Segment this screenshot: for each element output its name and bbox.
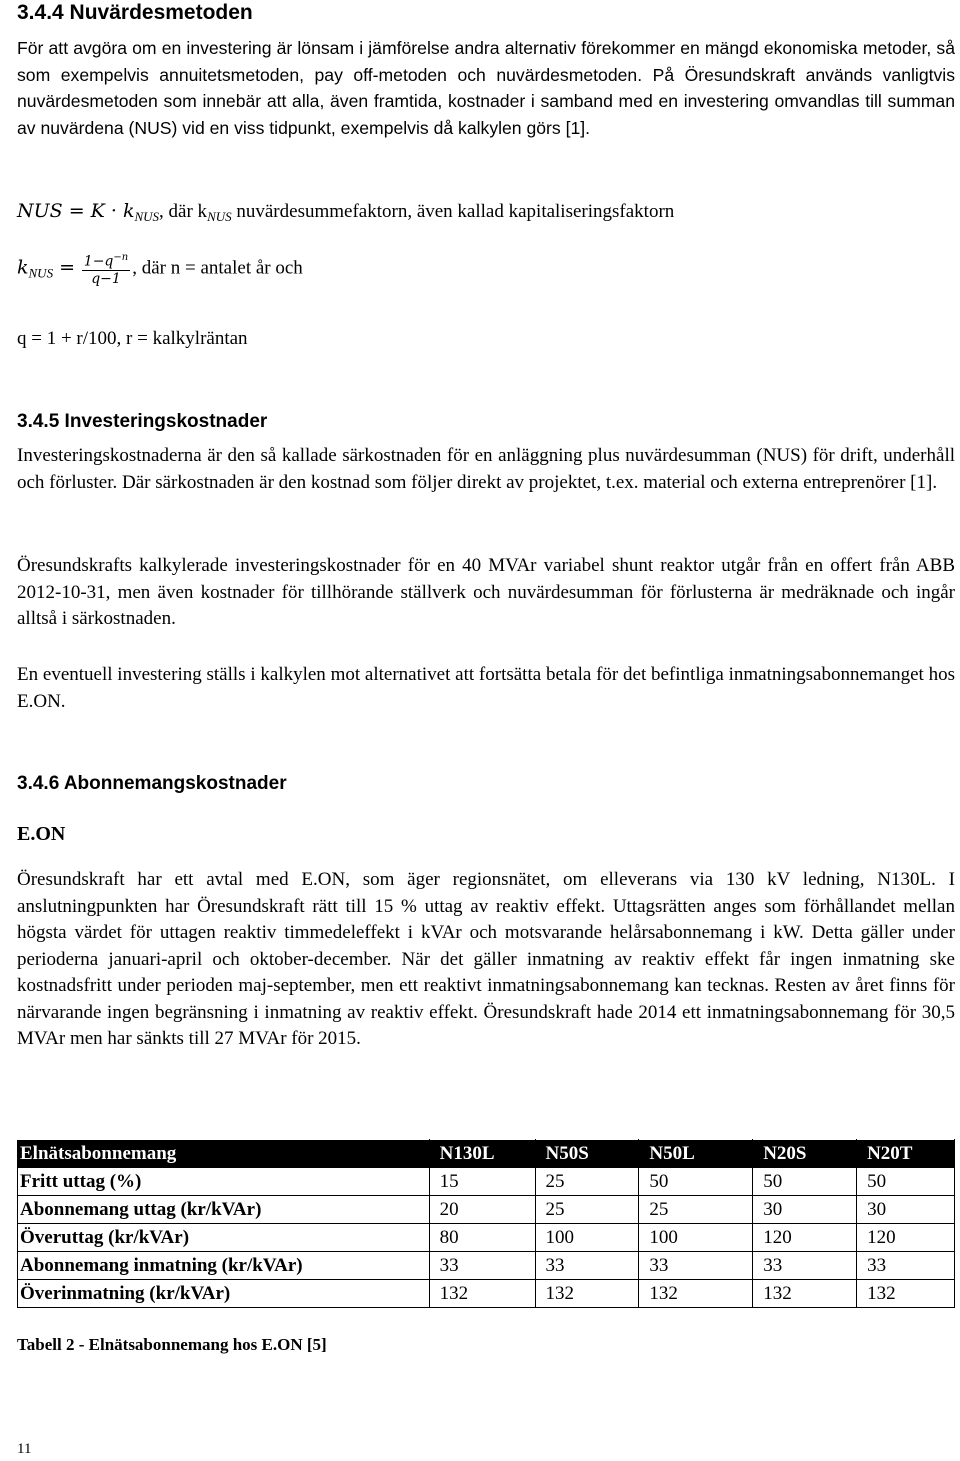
table-cell: 25	[639, 1196, 753, 1224]
table-cell: 100	[535, 1224, 639, 1252]
equation-knus-subscript: NUS	[28, 265, 54, 281]
table-header-cell: N20S	[753, 1140, 857, 1168]
paragraph-investeringskostnader-1: Investeringskostnaderna är den så kallade särkostnaden för en anläggning plus nuvärdesumman (NUS) för drift, underhåll och förluster. Där särkostnaden är den kostnad som följer direkt av projektet, t.ex. material och externa entreprenörer [1].	[17, 445, 955, 493]
equation-knus-description: , där n = antalet år och	[132, 257, 303, 279]
table-cell: 25	[535, 1168, 639, 1196]
table-cell: 132	[857, 1280, 955, 1308]
page-number: 11	[17, 1441, 32, 1457]
table-cell: 33	[535, 1252, 639, 1280]
table-cell: 132	[753, 1280, 857, 1308]
table-cell: 50	[753, 1168, 857, 1196]
equation-knus	[17, 252, 303, 287]
table-cell: 132	[429, 1280, 535, 1308]
equation-knus-lhs: k	[17, 256, 29, 279]
section-heading-3-4-4: 3.4.4 Nuvärdesmetoden	[17, 1, 253, 24]
table-header-cell: N20T	[857, 1140, 955, 1168]
section-heading-3-4-6: 3.4.6 Abonnemangskostnader	[17, 773, 287, 794]
subscription-table	[17, 1139, 955, 1308]
paragraph-nuvardesmetoden: För att avgöra om en investering är lönsam i jämförelse andra alternativ förekommer en mängd ekonomiska metoder, så som exempelvis annuitetsmetoden, pay off-metoden och nuvärdesmetoden. På Öresundskraft används vanligtvis nuvärdesmetoden som innebär att alla, även framtida, kostnader i samband med en investering omvandlas till summan av nuvärdena (NUS) vid en viss tidpunkt, exempelvis då kalkylen görs [1].	[17, 38, 955, 138]
table-cell: 33	[429, 1252, 535, 1280]
numerator-text: 1−q	[83, 253, 114, 270]
table-header-cell: N50L	[639, 1140, 753, 1168]
equation-nus-subscript: NUS	[134, 209, 160, 224]
table-row-label: Överuttag (kr/kVAr)	[18, 1224, 430, 1252]
paragraph-abonnemangskostnader: Öresundskraft har ett avtal med E.ON, som äger regionsnätet, om elleverans via 130 kV ledning, N130L. I anslutningpunkten har Öresundskraft rätt till 15 % uttag av reaktiv effekt. Uttagsrätten anges som förhållandet mellan högsta värdet för uttagen reaktiv timmedeleffekt i kVAr och motsvarande helårsabonnemang i kW. Detta gäller under perioderna januari-april och oktober-december. När det gäller inmatning av reaktiv effekt får ingen inmatning ske kostnadsfritt under perioden maj-september, men ett reaktivt inmatningsabonnemang kan tecknas. Resten av året finns för närvarande ingen begränsning i inmatning av reaktiv effekt. Öresundskraft hade 2014 ett inmatningsabonnemang för 30,5 MVAr men har sänkts till 27 MVAr för 2015.	[17, 869, 955, 1049]
table-cell: 100	[639, 1224, 753, 1252]
equation-nus-lhs: NUS = K · k	[17, 200, 135, 222]
subheading-eon: E.ON	[17, 823, 66, 845]
table-row	[18, 1280, 955, 1308]
table-cell: 132	[639, 1280, 753, 1308]
equation-knus-equals: =	[53, 256, 76, 279]
table-cell: 20	[429, 1196, 535, 1224]
numerator-exponent: −n	[113, 252, 129, 263]
equation-nus	[17, 200, 674, 225]
paragraph-investeringskostnader-3: En eventuell investering ställs i kalkylen mot alternativet att fortsätta betala för det befintliga inmatningsabonnemanget hos E.ON.	[17, 664, 955, 712]
table-caption: Tabell 2 - Elnätsabonnemang hos E.ON [5]	[17, 1335, 327, 1354]
table-header-row	[18, 1140, 955, 1168]
table-cell: 33	[753, 1252, 857, 1280]
table-cell: 50	[857, 1168, 955, 1196]
section-heading-3-4-5: 3.4.5 Investeringskostnader	[17, 411, 268, 432]
table-cell: 132	[535, 1280, 639, 1308]
table-cell: 33	[857, 1252, 955, 1280]
paragraph-investeringskostnader-2: Öresundskrafts kalkylerade investeringskostnader för en 40 MVAr variabel shunt reaktor utgår från en offert från ABB 2012-10-31, men även kostnader för tillhörande ställverk och nuvärdesumman för förlusterna är medräknade och ingår alltså i särkostnaden.	[17, 555, 955, 629]
table-cell: 80	[429, 1224, 535, 1252]
table-row	[18, 1168, 955, 1196]
table-row-label: Fritt uttag (%)	[18, 1168, 430, 1196]
table-cell: 25	[535, 1196, 639, 1224]
table-cell: 33	[639, 1252, 753, 1280]
table-row-label: Abonnemang uttag (kr/kVAr)	[18, 1196, 430, 1224]
table-header-cell: N50S	[535, 1140, 639, 1168]
equation-knus-fraction	[82, 252, 130, 287]
table-row-label: Abonnemang inmatning (kr/kVAr)	[18, 1252, 430, 1280]
fraction-numerator	[82, 252, 130, 270]
table-cell: 120	[857, 1224, 955, 1252]
table-cell: 30	[857, 1196, 955, 1224]
table-row	[18, 1224, 955, 1252]
table-row	[18, 1196, 955, 1224]
table-cell: 30	[753, 1196, 857, 1224]
equation-q: q = 1 + r/100, r = kalkylräntan	[17, 328, 248, 349]
equation-nus-description: nuvärdesummefaktorn, även kallad kapitaliseringsfaktorn	[231, 201, 675, 222]
table-row	[18, 1252, 955, 1280]
fraction-denominator: q−1	[82, 270, 130, 287]
equation-nus-where: , där k	[159, 201, 208, 222]
table-header-cell: Elnätsabonnemang	[18, 1140, 430, 1168]
table-cell: 15	[429, 1168, 535, 1196]
table-cell: 50	[639, 1168, 753, 1196]
table-header-cell: N130L	[429, 1140, 535, 1168]
table-cell: 120	[753, 1224, 857, 1252]
table-row-label: Överinmatning (kr/kVAr)	[18, 1280, 430, 1308]
equation-nus-subscript-2: NUS	[207, 209, 232, 224]
